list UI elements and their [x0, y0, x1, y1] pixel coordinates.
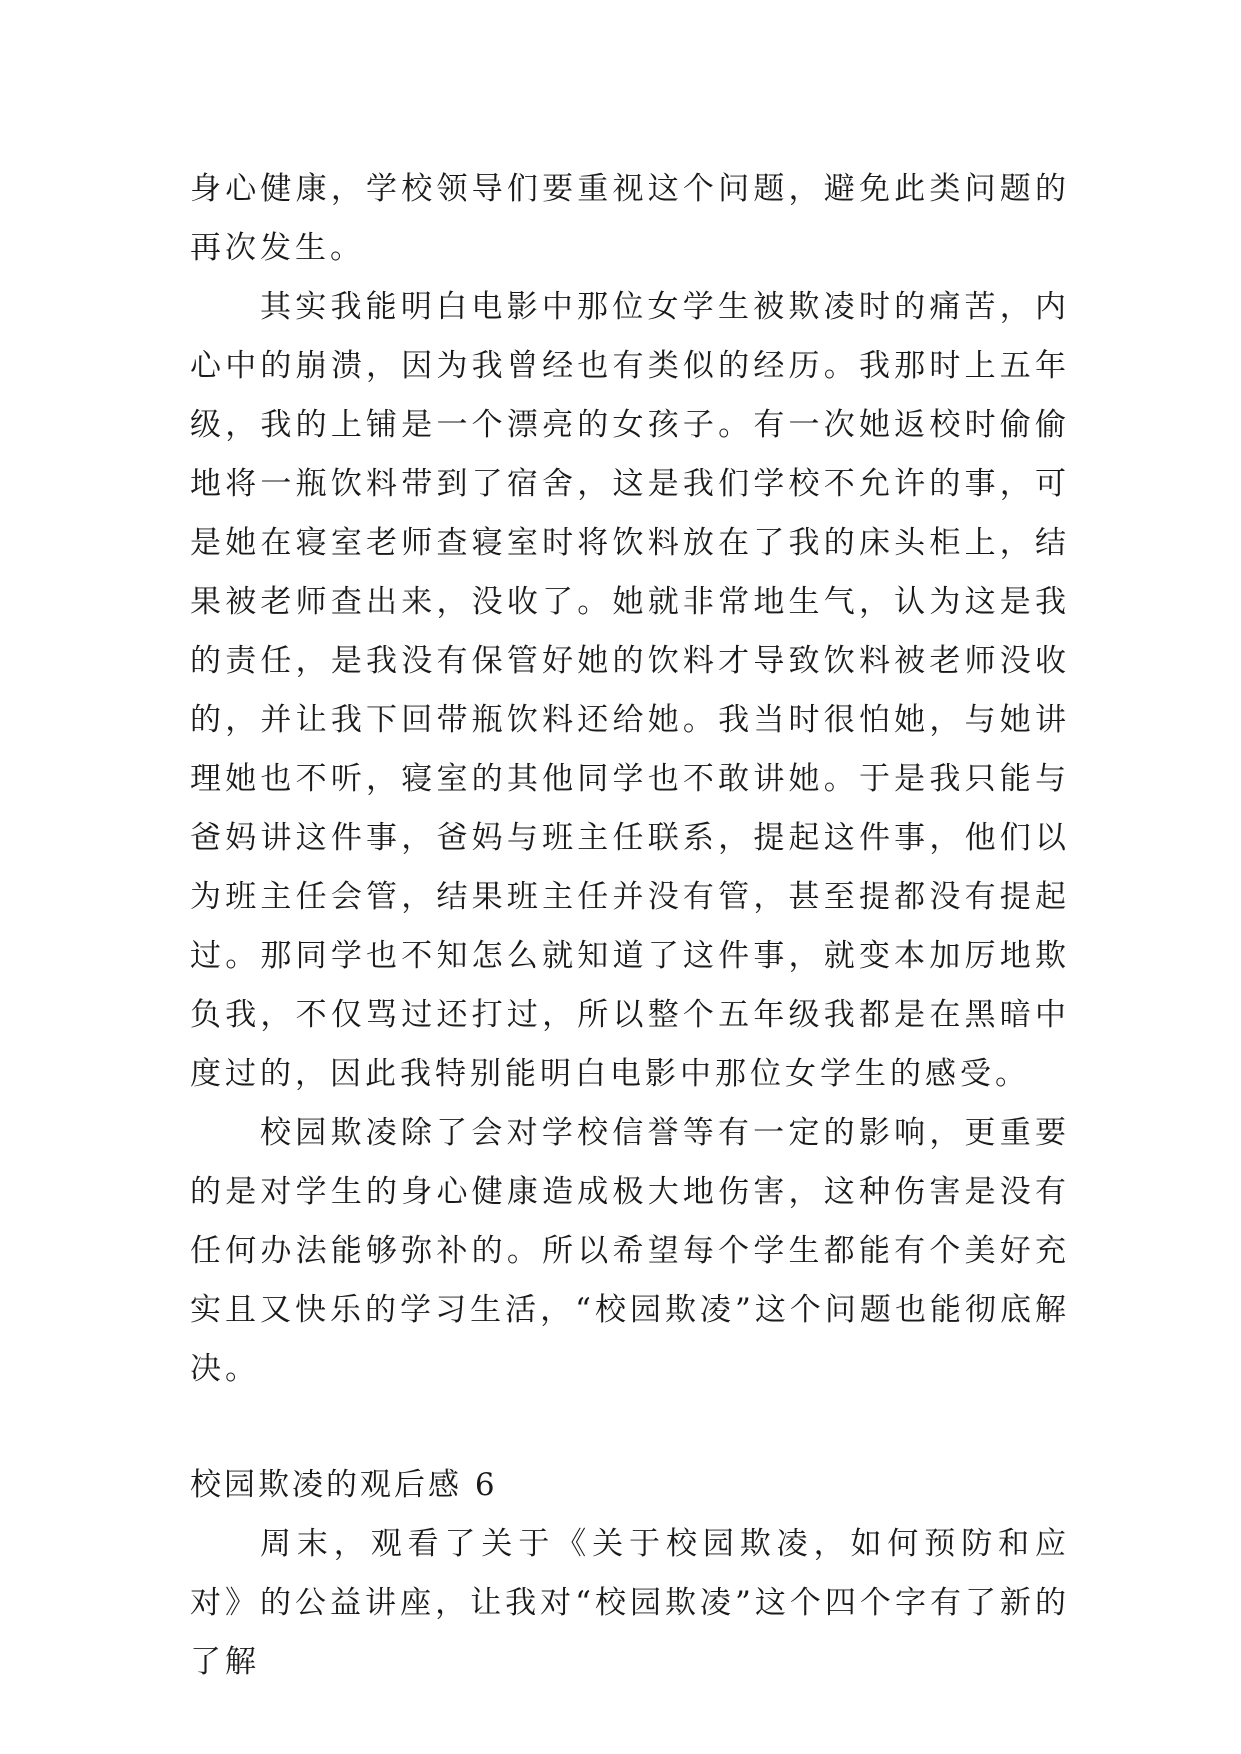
paragraph-personal-experience: 其实我能明白电影中那位女学生被欺凌时的痛苦，内心中的崩溃，因为我曾经也有类似的经历。我那时上五年级，我的上铺是一个漂亮的女孩子。有一次她返校时偷偷地将一瓶饮料带到了宿舍，这是我们学校不允许的事，可是她在寝室老师查寝室时将饮料放在了我的床头柜上，结果被老师查出来，没收了。她就非常地生气，认为这是我的责任，是我没有保管好她的饮料才导致饮料被老师没收的，并让我下回带瓶饮料还给她。我当时很怕她，与她讲理她也不听，寝室的其他同学也不敢讲她。于是我只能与爸妈讲这件事，爸妈与班主任联系，提起这件事，他们以为班主任会管，结果班主任并没有管，甚至提都没有提起过。那同学也不知怎么就知道了这件事，就变本加厉地欺负我，不仅骂过还打过，所以整个五年级我都是在黑暗中度过的，因此我特别能明白电影中那位女学生的感受。 — [190, 289, 1070, 1092]
document-page — [190, 160, 1070, 1692]
section-heading: 校园欺凌的观后感 6 — [190, 1467, 498, 1503]
paragraph-section-intro: 周末，观看了关于《关于校园欺凌，如何预防和应对》的公益讲座，让我对“校园欺凌”这个四个字有了新的了解 — [190, 1526, 1070, 1680]
paragraph-conclusion: 校园欺凌除了会对学校信誉等有一定的影响，更重要的是对学生的身心健康造成极大地伤害，这种伤害是没有任何办法能够弥补的。所以希望每个学生都能有个美好充实且又快乐的学习生活，“校园欺凌”这个问题也能彻底解决。 — [190, 1115, 1070, 1387]
paragraph-continuation: 身心健康，学校领导们要重视这个问题，避免此类问题的再次发生。 — [190, 171, 1070, 266]
